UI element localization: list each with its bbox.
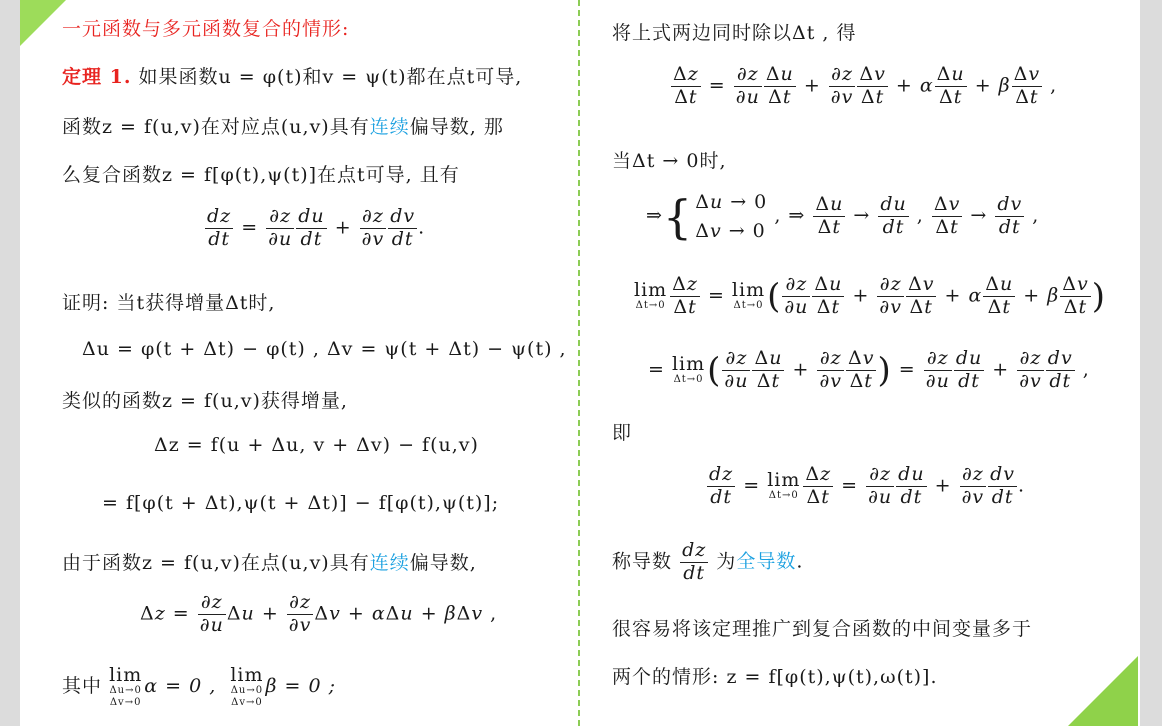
right-line-3: 当Δt → 0时, xyxy=(612,150,727,172)
proof-line-5: = f[φ(t + Δt),ψ(t + Δt)] − f[φ(t),ψ(t)]; xyxy=(102,492,500,514)
theorem-line-2 xyxy=(62,112,504,139)
proof-line-8: 其中 lim Δu→0 Δv→0 α = 0 , lim Δu→0 Δv→0 β = 0 ; xyxy=(62,664,337,708)
limit-implication: ⇒{ Δu → 0 Δv → 0 , ⇒ $\frac{\Delta u}{\Delta t}$ → $\frac{du}{dt}$ , $\frac{\Delta v}{\Delta t}$ → $\frac{dv}{dt}$ , xyxy=(646,189,1040,244)
right-line-9: 称导数 $\frac{dz}{dt}$ 为全导数. xyxy=(612,539,804,584)
section-heading: 一元函数与多元函数复合的情形: xyxy=(62,18,350,40)
right-text-9a: 称导数 xyxy=(612,550,673,573)
proof-line-6 xyxy=(62,548,477,575)
proof-text-8c: β = 0 ; xyxy=(265,675,337,697)
limit-line-2: = lim Δt→0 ( $\frac{\partial z}{\partial u}$ $\frac{\Delta u}{\Delta t}$ + $\frac{\partial z}{\partial v}$ $\frac{\Delta v}{\Delta t}$ ) = $\frac{\partial z}{\partial u}$ $\frac{du}{dt}$ + $\frac{\partial z}{\partial v}$ $\frac{dv}{dt}$ , xyxy=(648,347,1090,392)
right-text-9b: 为 xyxy=(716,550,737,573)
proof-line-4: Δz = f(u + Δu, v + Δv) − f(u,v) xyxy=(154,434,479,456)
column-divider xyxy=(578,0,580,726)
proof-text-6b: 偏导数, xyxy=(409,552,477,574)
theorem-text-1: 如果函数u = φ(t)和v = ψ(t)都在点t可导, xyxy=(138,66,523,88)
theorem-text-2b: 偏导数, 那 xyxy=(409,116,504,138)
right-line-1: 将上式两边同时除以Δt , 得 xyxy=(612,22,857,44)
theorem-line-1 xyxy=(62,62,522,89)
increment-formula: Δz = $\frac{\partial z}{\partial u}$ Δu + $\frac{\partial z}{\partial v}$ Δv + αΔu + βΔv , xyxy=(140,591,498,636)
corner-decoration-bottom-right xyxy=(1068,656,1138,726)
proof-line-1: 证明: 当t获得增量Δt时, xyxy=(62,292,276,314)
right-line-11: 两个的情形: z = f[φ(t),ψ(t),ω(t)]. xyxy=(612,666,938,688)
proof-text-8b: α = 0 , xyxy=(144,675,217,697)
chain-rule-formula: $\frac{dz}{dt}$ = $\frac{\partial z}{\partial u}$ $\frac{du}{dt}$ + $\frac{\partial z}{\partial v}$ $\frac{dv}{dt}$ . xyxy=(207,205,426,250)
corner-decoration-top-left xyxy=(20,0,66,46)
continuous-link-2[interactable]: 连续 xyxy=(369,552,410,574)
theorem-line-3: 么复合函数z = f[φ(t),ψ(t)]在点t可导, 且有 xyxy=(62,164,460,186)
total-derivative-link[interactable]: 全导数 xyxy=(736,550,797,573)
right-line-10: 很容易将该定理推广到复合函数的中间变量多于 xyxy=(612,618,1033,640)
divided-formula: $\frac{\Delta z}{\Delta t}$ = $\frac{\partial z}{\partial u}$ $\frac{\Delta u}{\Delta t}$ + $\frac{\partial z}{\partial v}$ $\frac{\Delta v}{\Delta t}$ + α $\frac{\Delta u}{\Delta t}$ + β $\frac{\Delta v}{\Delta t}$ , xyxy=(673,63,1058,108)
proof-text-6a: 由于函数z = f(u,v)在点(u,v)具有 xyxy=(62,552,370,574)
proof-text-8a: 其中 xyxy=(62,675,103,697)
theorem-label: 定理 1. xyxy=(62,66,132,88)
right-text-9c: . xyxy=(796,550,804,573)
proof-line-3: 类似的函数z = f(u,v)获得增量, xyxy=(62,390,348,412)
right-line-7: 即 xyxy=(612,422,633,444)
theorem-text-2a: 函数z = f(u,v)在对应点(u,v)具有 xyxy=(62,116,370,138)
continuous-link[interactable]: 连续 xyxy=(369,116,410,138)
limit-line-1: lim Δt→0 $\frac{\Delta z}{\Delta t}$ = lim Δt→0 ( $\frac{\partial z}{\partial u}$ $\frac{\Delta u}{\Delta t}$ + $\frac{\partial z}{\partial v}$ $\frac{\Delta v}{\Delta t}$ + α $\frac{\Delta u}{\Delta t}$ + β $\frac{\Delta v}{\Delta t}$ ) xyxy=(634,273,1106,318)
proof-line-2: Δu = φ(t + Δt) − φ(t) , Δv = ψ(t + Δt) − ψ(t) , xyxy=(82,338,567,360)
total-derivative-formula: $\frac{dz}{dt}$ = lim Δt→0 $\frac{\Delta z}{\Delta t}$ = $\frac{\partial z}{\partial u}$ $\frac{du}{dt}$ + $\frac{\partial z}{\partial v}$ $\frac{dv}{dt}$ . xyxy=(709,463,1026,508)
